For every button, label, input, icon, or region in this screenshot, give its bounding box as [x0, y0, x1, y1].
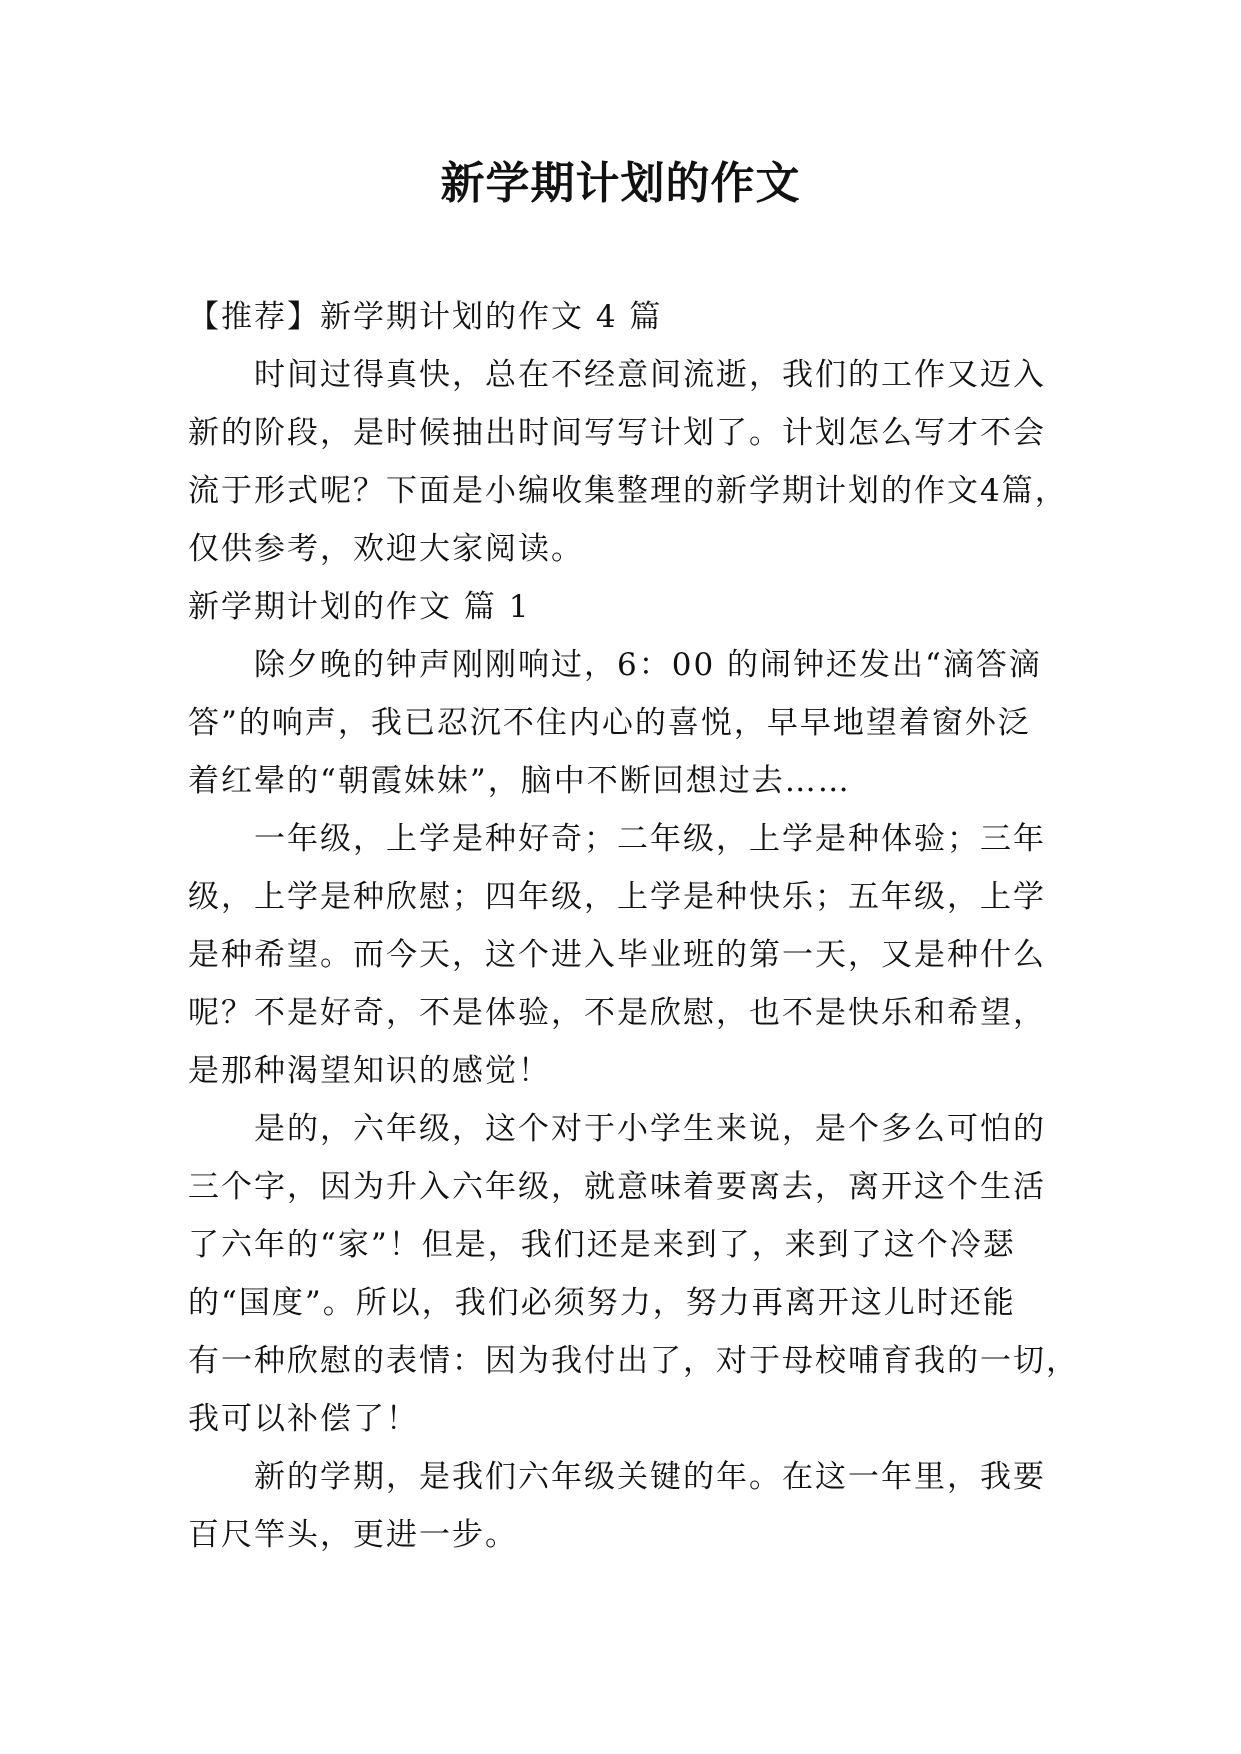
intro-paragraph-line: 时间过得真快，总在不经意间流逝，我们的工作又迈入	[254, 357, 1046, 393]
paragraph-line: 呢？不是好奇，不是体验，不是欣慰，也不是快乐和希望，	[188, 995, 1046, 1031]
paragraph-line: 我可以补偿了！	[188, 1401, 419, 1437]
paragraph-line: 级，上学是种欣慰；四年级，上学是种快乐；五年级，上学	[188, 879, 1046, 915]
paragraph-line: 除夕晚的钟声刚刚响过，6：00 的闹钟还发出“滴答滴	[254, 647, 1042, 683]
paragraph-line: 着红晕的“朝霞妹妹”，脑中不断回想过去……	[188, 763, 851, 799]
paragraph-line: 是的，六年级，这个对于小学生来说，是个多么可怕的	[254, 1111, 1046, 1147]
paragraph-line: 新的学期，是我们六年级关键的年。在这一年里，我要	[254, 1459, 1046, 1495]
document-title: 新学期计划的作文	[440, 158, 801, 209]
paragraph-line: 一年级，上学是种好奇；二年级，上学是种体验；三年	[254, 821, 1046, 857]
subtitle-line: 【推荐】新学期计划的作文 4 篇	[188, 299, 663, 335]
intro-paragraph-line: 新的阶段，是时候抽出时间写写计划了。计划怎么写才不会	[188, 415, 1046, 451]
section-heading: 新学期计划的作文 篇 1	[188, 589, 531, 625]
paragraph-line: 是那种渴望知识的感觉！	[188, 1053, 551, 1089]
paragraph-line: 的“国度”。所以，我们必须努力，努力再离开这儿时还能	[188, 1285, 1016, 1321]
document-body	[188, 288, 1079, 1564]
paragraph-line: 有一种欣慰的表情：因为我付出了，对于母校哺育我的一切，	[188, 1343, 1079, 1379]
paragraph-line: 百尺竿头，更进一步。	[188, 1517, 518, 1553]
intro-paragraph-line: 仅供参考，欢迎大家阅读。	[188, 531, 584, 567]
paragraph-line: 了六年的“家”！但是，我们还是来到了，来到了这个冷瑟	[188, 1227, 1016, 1263]
paragraph-line: 答”的响声，我已忍沉不住内心的喜悦，早早地望着窗外泛	[188, 705, 1031, 741]
paragraph-line: 是种希望。而今天，这个进入毕业班的第一天，又是种什么	[188, 937, 1046, 973]
intro-paragraph-line: 流于形式呢？下面是小编收集整理的新学期计划的作文4篇，	[188, 473, 1068, 509]
paragraph-line: 三个字，因为升入六年级，就意味着要离去，离开这个生活	[188, 1169, 1046, 1205]
